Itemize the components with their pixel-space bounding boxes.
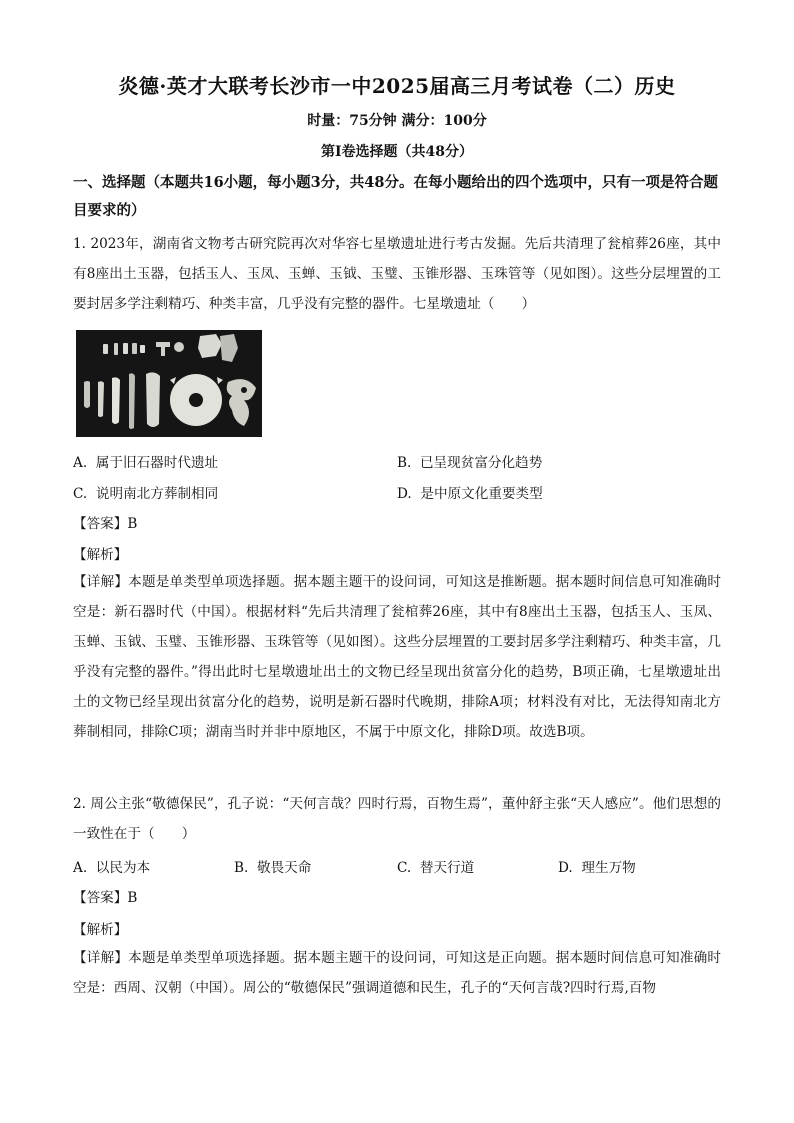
q2-detail: 【详解】本题是单类型单项选择题。据本题主题干的设问词，可知这是正向题。据本题时间信息可知准确时空是：西周、汉朝（中国）。周公的“敬德保民”强调道德和民生，孔子的“天何言哉?四时行焉,百物 [73, 950, 721, 996]
q2-option-b[interactable]: B. 敬畏天命 [234, 860, 312, 876]
page-title: 炎德·英才大联考长沙市一中2025届高三月考试卷（二）历史 [118, 74, 676, 98]
part-title: 第Ⅰ卷选择题（共48分） [320, 144, 474, 160]
q1-option-b[interactable]: B. 已呈现贫富分化趋势 [397, 455, 543, 471]
q2-answer: 【答案】B [73, 890, 138, 906]
q1-option-c[interactable]: C. 说明南北方葬制相同 [73, 486, 219, 502]
q1-option-d[interactable]: D. 是中原文化重要类型 [397, 486, 543, 502]
question-1-stem: 1. 2023年，湖南省文物考古研究院再次对华容七星墩遗址进行考古发掘。先后共清理了瓮棺葬26座，其中有8座出土玉器，包括玉人、玉凤、玉蝉、玉钺、玉璧、玉锥形器、玉珠管等（见如图）。这些分层埋置的工要封居多学注剩精巧、种类丰富，几乎没有完整的器件。七星墩遗址（ ） [73, 236, 721, 312]
q2-option-d[interactable]: D. 理生万物 [558, 860, 636, 876]
q1-answer: 【答案】B [73, 516, 138, 532]
exam-info: 时量：75分钟 满分：100分 [307, 113, 487, 129]
section-heading: 一、选择题（本题共16小题，每小题3分，共48分。在每小题给出的四个选项中，只有一项是符合题目要求的） [73, 174, 718, 219]
q2-option-a[interactable]: A. 以民为本 [73, 860, 151, 876]
jade-artifacts-photo [76, 330, 262, 437]
question-2-stem: 2. 周公主张“敬德保民”，孔子说：“天何言哉？四时行焉，百物生焉”，董仲舒主张“天人感应”。他们思想的一致性在于（ ） [73, 796, 721, 842]
q1-detail: 【详解】本题是单类型单项选择题。据本题主题干的设问词，可知这是推断题。据本题时间信息可知准确时空是：新石器时代（中国）。根据材料“先后共清理了瓮棺葬26座，其中有8座出土玉器，包括玉人、玉凤、玉蝉、玉钺、玉璧、玉锥形器、玉珠管等（见如图）。这些分层埋置的工要封居多学注剩精巧、种类丰富，几乎没有完整的器件。”得出此时七星墩遗址出土的文物已经呈现出贫富分化的趋势，B项正确，七星墩遗址出土的文物已经呈现出贫富分化的趋势，说明是新石器时代晚期，排除A项；材料没有对比，无法得知南北方葬制相同，排除C项；湖南当时并非中原地区，不属于中原文化，排除D项。故选B项。 [73, 574, 721, 740]
q2-option-c[interactable]: C. 替天行道 [397, 860, 475, 876]
q1-analysis-label: 【解析】 [73, 547, 128, 563]
q1-option-a[interactable]: A. 属于旧石器时代遗址 [73, 455, 219, 471]
q2-analysis-label: 【解析】 [73, 922, 128, 938]
